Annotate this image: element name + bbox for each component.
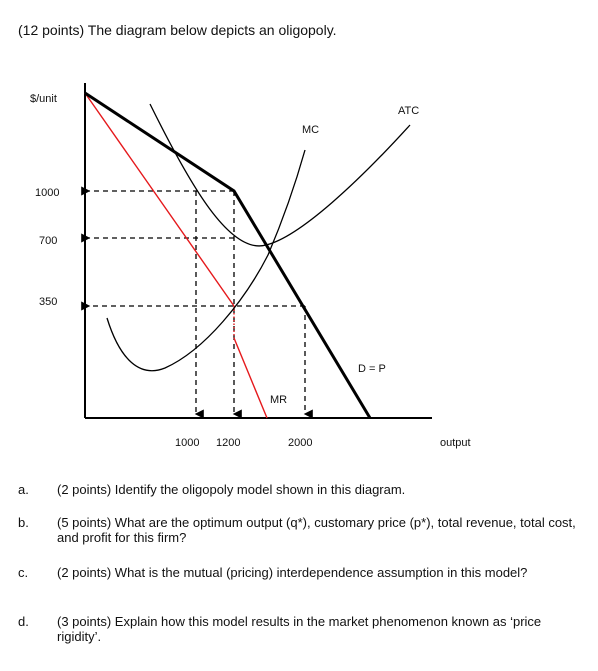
- mr-lower-segment: [234, 338, 267, 418]
- question-text: (5 points) What are the optimum output (q*), customary price (p*), total revenue, total cost, and profit for this firm?: [57, 515, 576, 545]
- mr-label: MR: [270, 394, 288, 406]
- x-tick-2000: 2000: [288, 437, 313, 449]
- mr-upper-segment: [85, 93, 234, 306]
- y-tick-700: 700: [39, 235, 58, 247]
- y-tick-1000: 1000: [35, 187, 60, 199]
- x-tick-1200: 1200: [216, 437, 241, 449]
- y-axis-label: $/unit: [30, 93, 57, 105]
- question-text: (3 points) Explain how this model results in the market phenomenon known as ‘price rigidity’.: [57, 614, 542, 644]
- question-letter: b.: [18, 515, 29, 530]
- y-tick-350: 350: [39, 296, 58, 308]
- atc-label: ATC: [398, 105, 420, 117]
- question-letter: c.: [18, 565, 29, 580]
- page-title: (12 points) The diagram below depicts an oligopoly.: [18, 22, 337, 38]
- question-letter: d.: [18, 614, 29, 629]
- x-axis-label: output: [440, 437, 471, 449]
- x-tick-1000: 1000: [175, 437, 200, 449]
- question-text: (2 points) What is the mutual (pricing) interdependence assumption in this model?: [57, 565, 528, 580]
- question-letter: a.: [18, 482, 29, 497]
- mc-label: MC: [302, 124, 320, 136]
- kinked-demand-curve: [85, 93, 370, 418]
- question-text: (2 points) Identify the oligopoly model shown in this diagram.: [57, 482, 406, 497]
- demand-label: D = P: [358, 363, 386, 375]
